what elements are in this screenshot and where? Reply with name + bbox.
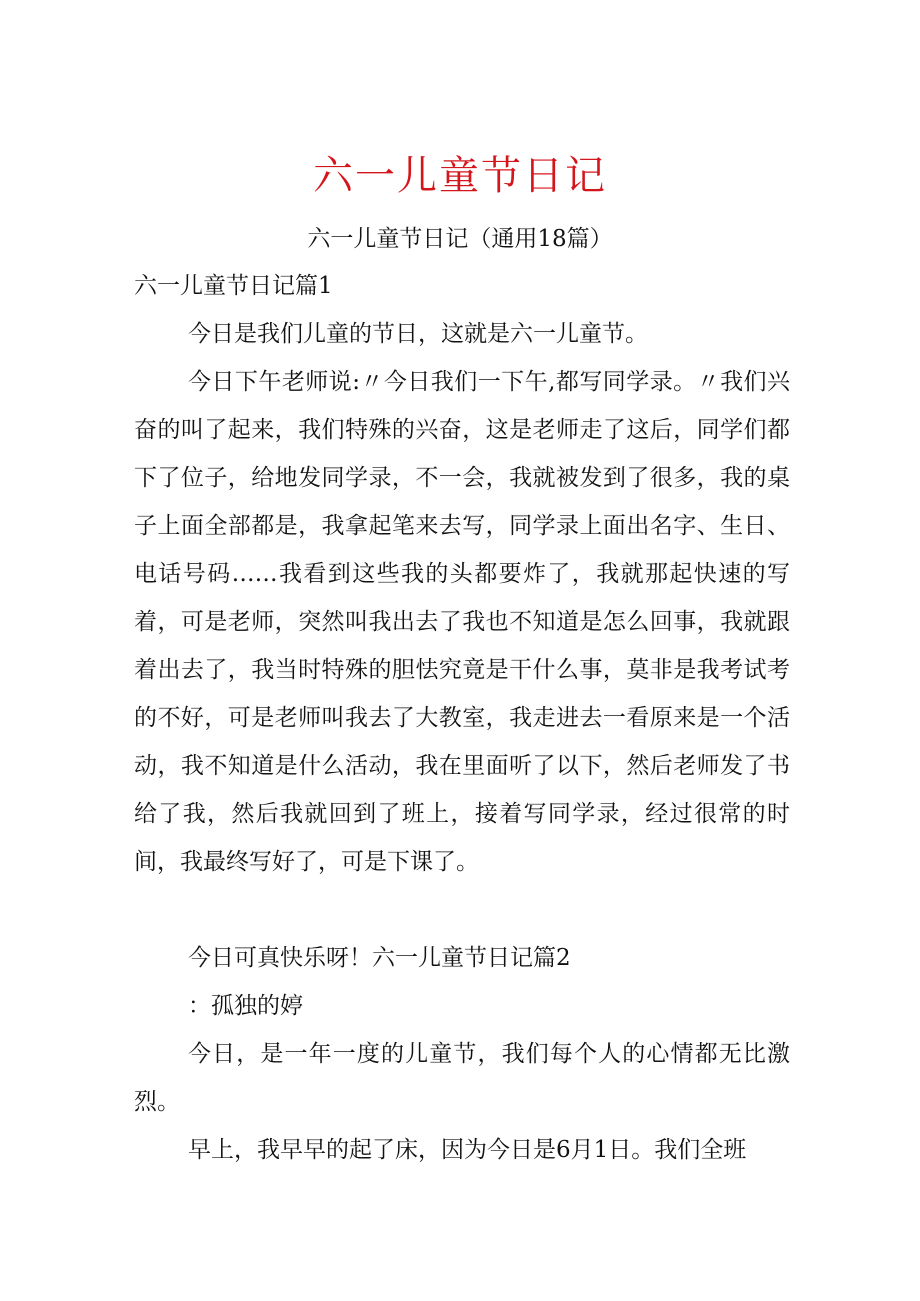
document-title: 六一儿童节日记 <box>313 153 607 199</box>
paragraph-6: 早上，我早早的起了床，因为今日是6月1日。我们全班 <box>188 1137 747 1163</box>
paragraph-1: 今日是我们儿童的节日，这就是六一儿童节。 <box>188 321 648 347</box>
paragraph-2: 今日下午老师说:〃今日我们一下午,都写同学录。〃我们兴奋的叫了起来，我们特殊的兴奋，这是老师走了这后，同学们都下了位子，给地发同学录，不一会，我就被发到了很多，我的桌子上面全部都是，我拿起笔来去写，同学录上面出名字、生日、电话号码……我看到这些我的头都要炸了，我就那起快速的写着，可是老师，突然叫我出去了我也不知道是怎么回事，我就跟着出去了，我当时特殊的胆怯究竟是干什么事，莫非是我考试考的不好，可是老师叫我去了大教室，我走进去一看原来是一个活动，我不知道是什么活动，我在里面听了以下，然后老师发了书给了我，然后我就回到了班上，接着写同学录，经过很常的时间，我最终写好了，可是下课了。 <box>134 369 790 875</box>
document-subtitle: 六一儿童节日记（通用18篇） <box>307 226 613 252</box>
paragraph-5: 今日，是一年一度的儿童节，我们每个人的心情都无比激烈。 <box>134 1041 790 1115</box>
paragraph-4: ：孤独的婷 <box>188 993 303 1019</box>
section-heading: 六一儿童节日记篇1 <box>134 273 333 299</box>
paragraph-3: 今日可真快乐呀！六一儿童节日记篇2 <box>188 945 571 971</box>
